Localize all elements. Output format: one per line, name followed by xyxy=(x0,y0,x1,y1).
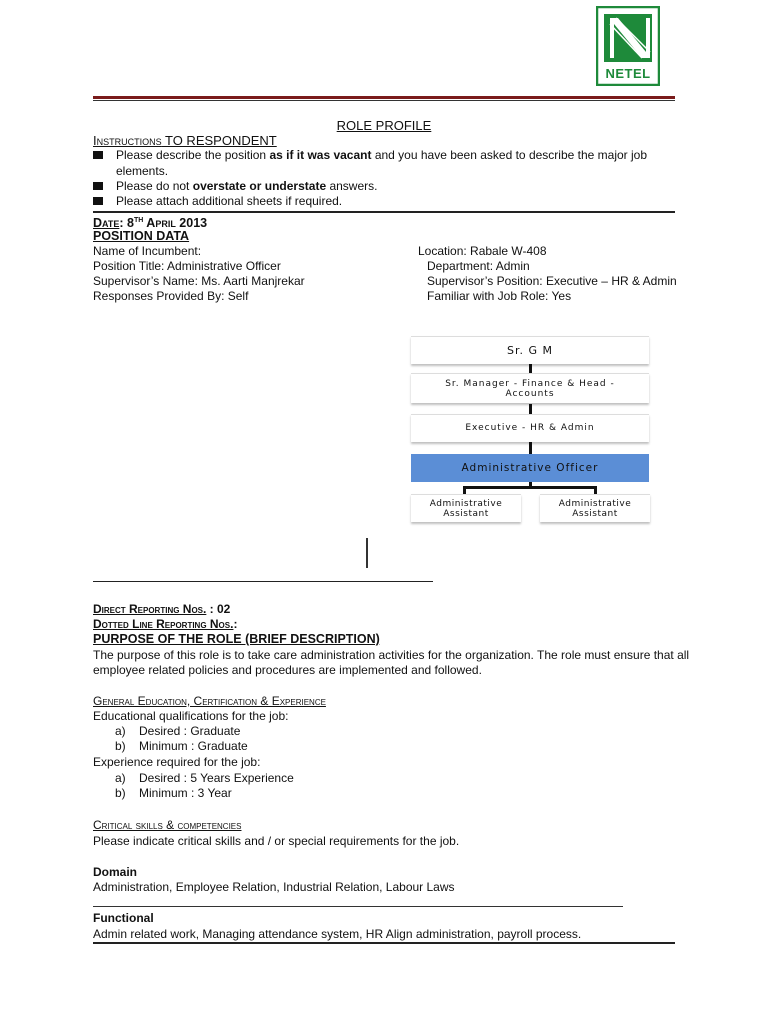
instructions-heading-part2: TO RESPONDENT xyxy=(161,133,277,148)
direct-reporting xyxy=(93,602,230,617)
org-node-assistant-right: Administrative Assistant xyxy=(540,494,650,522)
dotted-reporting xyxy=(93,617,237,632)
org-node-administrative-officer: Administrative Officer xyxy=(411,454,649,482)
critical-skills-instruction: Please indicate critical skills and / or special requirements for the job. xyxy=(93,834,460,848)
instruction-2-text-a: Please do not xyxy=(116,179,193,193)
position-data-heading: POSITION DATA xyxy=(93,229,190,243)
experience-label: Experience required for the job: xyxy=(93,755,261,769)
date-day: : 8 xyxy=(119,216,134,231)
org-connector xyxy=(529,442,532,454)
netel-logo xyxy=(596,6,660,86)
org-connector xyxy=(463,486,597,489)
purpose-line-1: The purpose of this role is to take care administration activities for the organization. The role must ensure that all xyxy=(93,648,690,662)
instruction-1-text-c: and you have been asked to describe the major job xyxy=(371,148,647,162)
purpose-heading: PURPOSE OF THE ROLE (BRIEF DESCRIPTION) xyxy=(93,632,380,646)
education-desired: Desired : Graduate xyxy=(139,724,241,738)
direct-reporting-value: : 02 xyxy=(206,602,231,616)
domain-underline xyxy=(93,906,623,907)
instruction-2-emphasis: overstate or understate xyxy=(192,179,327,193)
header-rule-red xyxy=(93,96,675,99)
responses-provided-by: Responses Provided By: Self xyxy=(93,289,249,303)
education-label: Educational qualifications for the job: xyxy=(93,709,289,723)
dotted-reporting-value: : xyxy=(233,617,238,631)
domain-text: Administration, Employee Relation, Industrial Relation, Labour Laws xyxy=(93,880,455,894)
bullet-icon xyxy=(93,182,103,190)
org-connector xyxy=(529,404,532,414)
position-title: Position Title: Administrative Officer xyxy=(93,259,281,273)
header-rule-dark xyxy=(93,100,675,101)
instruction-item-1 xyxy=(116,148,676,163)
experience-desired-marker: a) xyxy=(115,771,126,785)
department: Department: Admin xyxy=(427,259,530,273)
signature-rule xyxy=(93,581,433,582)
education-minimum: Minimum : Graduate xyxy=(139,739,248,753)
purpose-line-2: employee related policies and procedures are implemented and followed. xyxy=(93,663,482,677)
instruction-2-text-c: answers. xyxy=(326,179,378,193)
logo-text: NETEL xyxy=(605,66,651,81)
org-node-executive: Executive - HR & Admin xyxy=(411,414,649,442)
bullet-icon xyxy=(93,197,103,205)
page-title: ROLE PROFILE xyxy=(336,118,432,133)
footer-rule xyxy=(93,942,675,944)
supervisor-name: Supervisor’s Name: Ms. Aarti Manjrekar xyxy=(93,274,305,288)
dotted-reporting-label: Dotted Line Reporting Nos. xyxy=(93,617,234,631)
instruction-1-text-a: Please describe the position xyxy=(116,148,270,162)
incumbent-name: Name of Incumbent: xyxy=(93,244,202,258)
org-node-sr-manager: Sr. Manager - Finance & Head - Accounts xyxy=(411,373,649,403)
functional-heading: Functional xyxy=(93,911,154,925)
education-minimum-marker: b) xyxy=(115,739,126,753)
direct-reporting-label: Direct Reporting Nos. xyxy=(93,602,207,616)
supervisor-position: Supervisor’s Position: Executive – HR & Admin xyxy=(427,274,677,288)
familiar-with-role: Familiar with Job Role: Yes xyxy=(427,289,572,303)
org-node-sr-gm: Sr. G M xyxy=(411,336,649,364)
experience-desired: Desired : 5 Years Experience xyxy=(139,771,294,785)
domain-heading: Domain xyxy=(93,865,138,879)
education-heading: General Education, Certification & Experience xyxy=(93,694,326,708)
education-desired-marker: a) xyxy=(115,724,126,738)
functional-text: Admin related work, Managing attendance system, HR Align administration, payroll process. xyxy=(93,927,582,941)
experience-minimum: Minimum : 3 Year xyxy=(139,786,232,800)
text-cursor xyxy=(366,538,368,568)
instructions-heading xyxy=(93,133,277,148)
critical-skills-heading: Critical skills & competencies xyxy=(93,818,242,832)
org-node-assistant-left: Administrative Assistant xyxy=(411,494,521,522)
instruction-item-3: Please attach additional sheets if required. xyxy=(116,194,343,208)
instruction-1-emphasis: as if it was vacant xyxy=(269,148,372,162)
instructions-heading-part1: Instructions xyxy=(93,133,162,148)
instruction-item-2 xyxy=(116,179,377,194)
location: Location: Rabale W-408 xyxy=(418,244,547,258)
date-month-year: April 2013 xyxy=(143,216,208,231)
experience-minimum-marker: b) xyxy=(115,786,126,800)
date-label: Date xyxy=(93,216,120,231)
instruction-item-1-cont: elements. xyxy=(116,164,169,178)
date-suffix: TH xyxy=(133,217,144,224)
bullet-icon xyxy=(93,151,103,159)
